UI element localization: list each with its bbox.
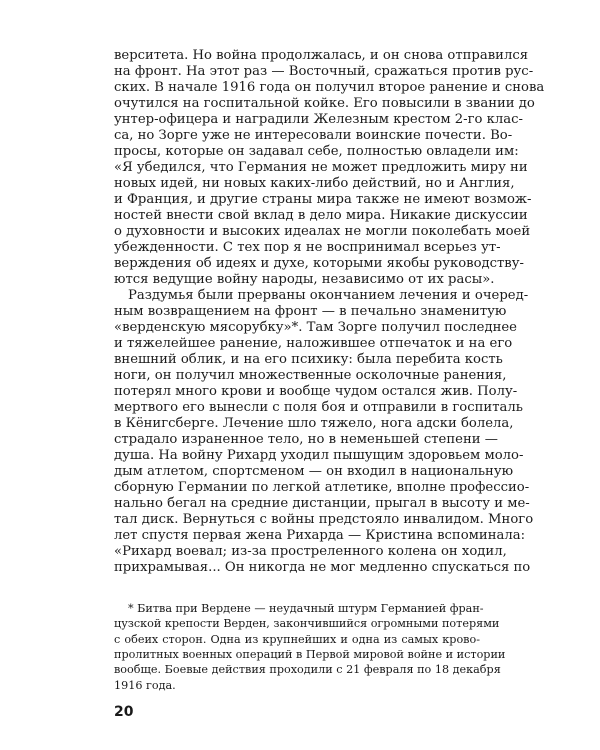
footnote-line: 1916 года. [114,678,176,692]
text-line: прихрамывая... Он никогда не мог медленно спускаться по [114,560,531,575]
text-line: лет спустя первая жена Рихарда — Кристина вспоминала: [114,528,526,543]
text-line: в Кёнигсберге. Лечение шло тяжело, нога адски болела, [114,416,514,431]
text-line: внешний облик, и на его психику: была перебита кость [114,352,503,367]
text-line: просы, которые он задавал себе, полностью овладели им: [114,144,519,159]
text-line: тал диск. Вернуться с войны предстояло инвалидом. Много [114,512,534,527]
text-line: са, но Зорге уже не интересовали воинские почести. Во- [114,128,513,143]
text-line: дым атлетом, спортсменом — он входил в национальную [114,464,514,479]
text-line: убежденности. С тех пор я не воспринимал всерьез ут- [114,240,501,255]
text-line: потерял много крови и вообще чудом остался жив. Полу- [114,384,518,399]
text-line: на фронт. На этот раз — Восточный, сражаться против рус- [114,64,534,79]
text-line: ются ведущие войну народы, независимо от их расы». [114,272,495,287]
text-line: новых идей, ни новых каких-либо действий, но и Англия, [114,176,515,191]
text-line: ноги, он получил множественные осколочные ранения, [114,368,507,383]
text-line: Раздумья были прерваны окончанием лечения и очеред- [128,288,529,303]
footnote-line: с обеих сторон. Одна из крупнейших и одна из самых крово- [114,632,480,646]
text-line: о духовности и высоких идеалах не могли поколебать моей [114,224,531,239]
text-line: мертвого его вынесли с поля боя и отправили в госпиталь [114,400,523,415]
text-line: ских. В начале 1916 года он получил второе ранение и снова [114,80,545,95]
text-line: «Рихард воевал; из-за простреленного колена он ходил, [114,544,507,559]
text-line: и тяжелейшее ранение, наложившее отпечаток и на его [114,336,513,351]
footnote-line: * Битва при Вердене — неудачный штурм Германией фран- [128,602,484,615]
footnote-line: пролитных военных операций в Первой мировой войне и истории [114,647,506,661]
page-number: 20 [114,704,134,720]
text-line: верситета. Но война продолжалась, и он снова отправился [114,48,529,63]
text-line: страдало израненное тело, но в неменьшей степени — [114,432,498,447]
text-line: «верденскую мясорубку»*. Там Зорге получил последнее [114,320,517,335]
text-line: и Франция, и другие страны мира также не имеют возмож- [114,192,532,207]
text-line: душа. На войну Рихард уходил пышущим здоровьем моло- [114,448,524,463]
text-line: ным возвращением на фронт — в печально знаменитую [114,304,507,319]
text-line: очутился на госпитальной койке. Его повысили в звании до [114,96,535,111]
footnote-divider [114,594,264,595]
footnote-line: цузской крепости Верден, закончившийся огромными потерями [114,617,500,631]
text-line: ностей внести свой вклад в дело мира. Никакие дискуссии [114,208,528,223]
text-line: «Я убедился, что Германия не может предложить миру ни [114,160,528,175]
footnote-line: вообще. Боевые действия проходили с 21 февраля по 18 декабря [114,663,501,677]
text-line: нально бегал на средние дистанции, прыгал в высоту и ме- [114,496,530,511]
text-line: верждения об идеях и духе, которыми якобы руководству- [114,256,524,271]
text-line: сборную Германии по легкой атлетике, вполне профессио- [114,480,530,495]
text-line: унтер-офицера и наградили Железным крестом 2-го клас- [114,112,523,127]
